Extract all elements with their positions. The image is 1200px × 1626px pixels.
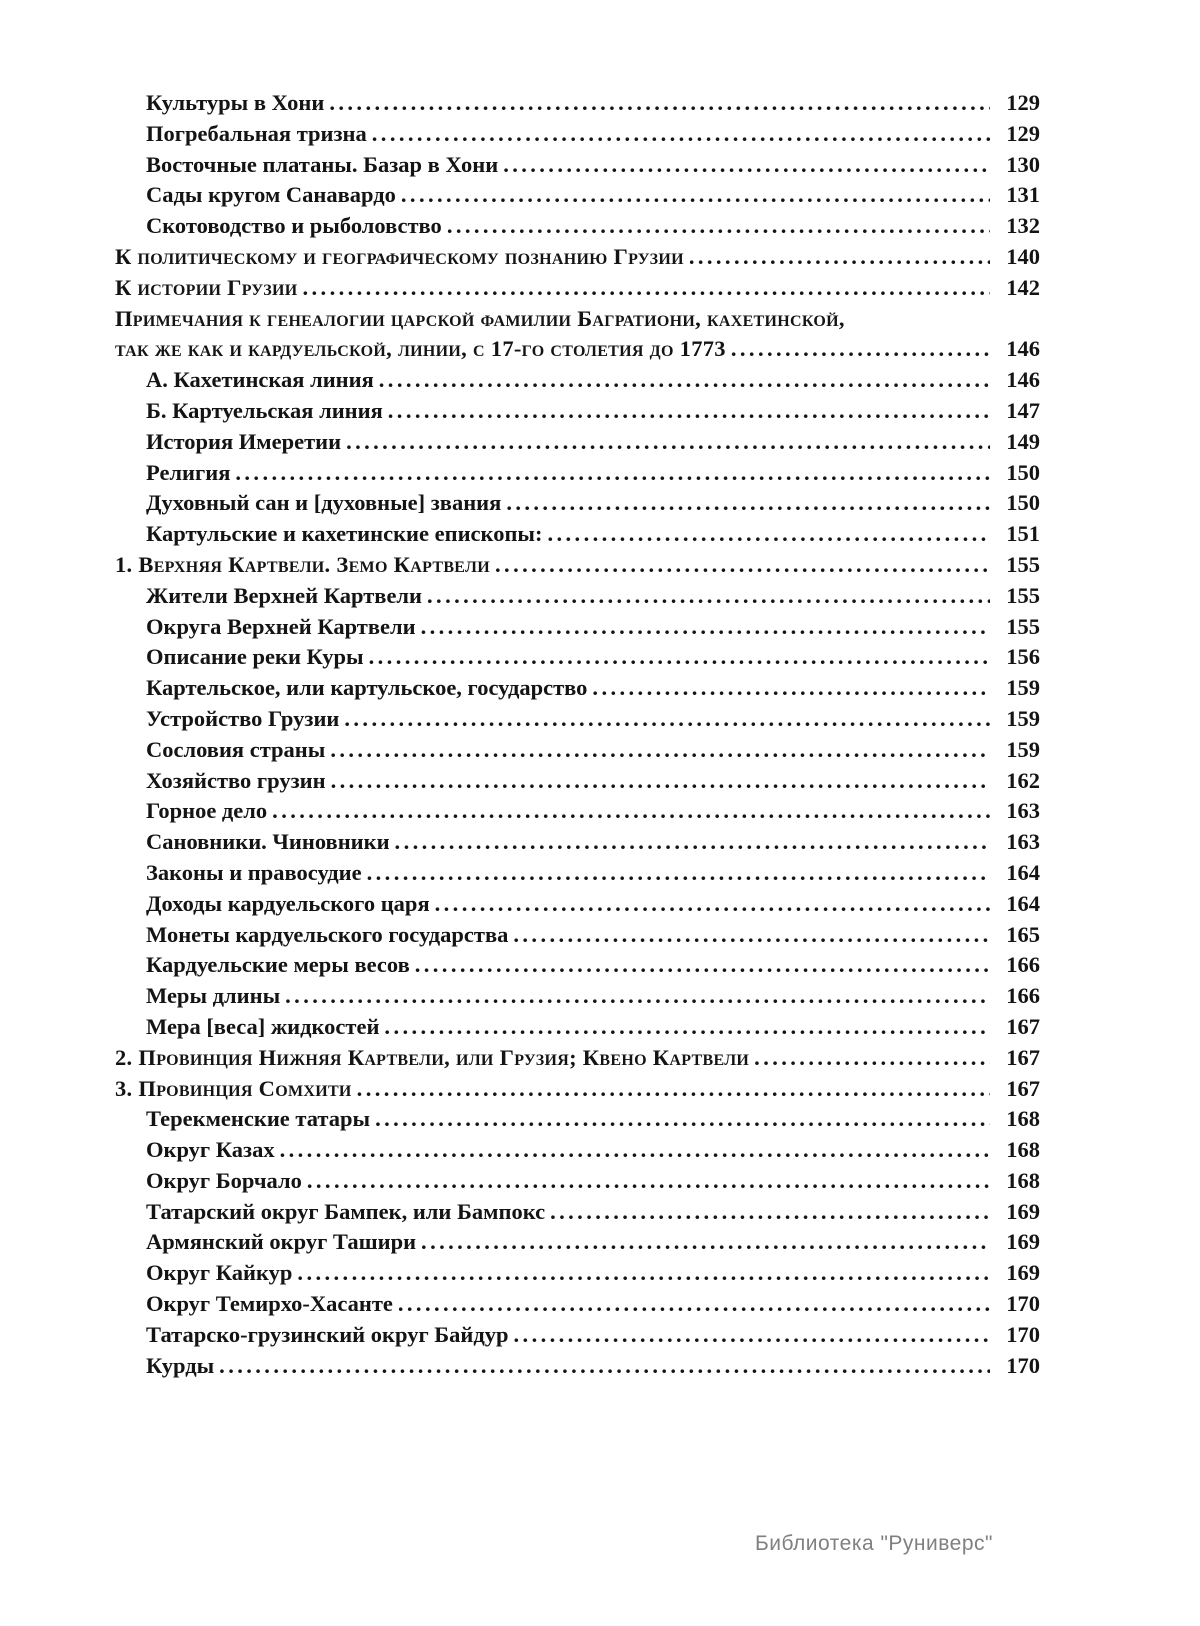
- dot-leader: [421, 612, 990, 643]
- toc-entry-page: 163: [1006, 829, 1040, 855]
- dot-leader: [415, 950, 990, 981]
- dot-leader: [357, 1074, 990, 1105]
- toc-entry-title: 2. Провинция Нижняя Картвели, или Грузия; Квено Картвели: [115, 1044, 750, 1070]
- toc-entry-page: 155: [1006, 551, 1040, 577]
- toc-entry-page: 146: [1006, 336, 1040, 362]
- toc-entry-title: Терекменские татары: [146, 1106, 371, 1132]
- toc-entry: [115, 365, 1040, 396]
- dot-leader: [506, 488, 990, 519]
- dot-leader: [447, 211, 990, 242]
- toc-entry-title: Примечания к генеалогии царской фамилии Багратиони, кахетинской,: [115, 305, 845, 331]
- toc-entry: [115, 1197, 1040, 1228]
- toc-entry-page: 159: [1006, 705, 1040, 731]
- toc-entry-page: 170: [1006, 1291, 1040, 1317]
- dot-leader: [372, 119, 990, 150]
- toc-entry: [115, 1012, 1040, 1043]
- toc-entry: [115, 1258, 1040, 1289]
- toc-entry-page: 155: [1006, 582, 1040, 608]
- toc-entry-title: 1. Верхняя Картвели. Земо Картвели: [115, 551, 491, 577]
- toc-entry: [115, 488, 1040, 519]
- toc-entry: [115, 1104, 1040, 1135]
- dot-leader: [379, 365, 990, 396]
- toc-entry-title: Округа Верхней Картвели: [146, 613, 416, 639]
- toc-entry: [115, 642, 1040, 673]
- toc-entry-title: Мера [веса] жидкостей: [146, 1013, 380, 1039]
- toc-entry-page: 168: [1006, 1106, 1040, 1132]
- toc-entry-title: Монеты кардуельского государства: [146, 921, 509, 947]
- toc-entry: [115, 981, 1040, 1012]
- toc-entry-page: 168: [1006, 1167, 1040, 1193]
- toc-entry: [115, 1043, 1040, 1074]
- toc-entry: [115, 1166, 1040, 1197]
- toc-entry: [115, 920, 1040, 951]
- toc-entry-title: Сановники. Чиновники: [146, 829, 390, 855]
- toc-entry: [115, 458, 1040, 489]
- toc-entry: [115, 334, 1040, 365]
- dot-leader: [495, 550, 990, 581]
- toc-entry-page: 170: [1006, 1352, 1040, 1378]
- toc-entry-title: Жители Верхней Картвели: [146, 582, 423, 608]
- dot-leader: [401, 180, 990, 211]
- toc-entry-page: 163: [1006, 798, 1040, 824]
- toc-entry-title: Картельское, или картульское, государство: [146, 675, 588, 701]
- toc-entry-title: Погребальная тризна: [146, 120, 367, 146]
- toc-entry: [115, 1074, 1040, 1105]
- toc-entry-page: 170: [1006, 1321, 1040, 1347]
- toc-entry: [115, 119, 1040, 150]
- toc-entry-page: 132: [1006, 213, 1040, 239]
- dot-leader: [297, 1258, 990, 1289]
- toc-entry-title: Кардуельские меры весов: [146, 952, 410, 978]
- toc-entry-title: Культуры в Хони: [146, 90, 325, 115]
- toc-entry-title: Религия: [146, 459, 231, 485]
- dot-leader: [547, 519, 990, 550]
- toc-entry-title: Армянский округ Ташири: [146, 1229, 417, 1255]
- toc-entry-page: 169: [1006, 1260, 1040, 1286]
- dot-leader: [303, 273, 991, 304]
- toc-entry-page: 129: [1006, 90, 1040, 115]
- dot-leader: [689, 242, 990, 273]
- toc-entry: [115, 735, 1040, 766]
- toc-entry: [115, 827, 1040, 858]
- toc-entry-title: Восточные платаны. Базар в Хони: [146, 151, 499, 177]
- toc-entry-title: Округ Кайкур: [146, 1260, 293, 1286]
- toc-entry: [115, 1135, 1040, 1166]
- toc-entry: [115, 396, 1040, 427]
- toc-entry: [115, 950, 1040, 981]
- toc-entry: [115, 427, 1040, 458]
- dot-leader: [219, 1351, 990, 1382]
- dot-leader: [550, 1197, 990, 1228]
- toc-entry-page: 156: [1006, 644, 1040, 670]
- dot-leader: [285, 981, 990, 1012]
- dot-leader: [329, 88, 990, 119]
- dot-leader: [346, 427, 990, 458]
- toc-entry-page: 165: [1006, 921, 1040, 947]
- toc-entry-title: Сады кругом Санавардо: [146, 182, 396, 208]
- toc-entry-page: 169: [1006, 1229, 1040, 1255]
- toc-entry-page: 162: [1006, 767, 1040, 793]
- toc-entry-title: К истории Грузии: [115, 274, 298, 300]
- toc-entry-title: Татарский округ Бампек, или Бампокс: [146, 1198, 546, 1224]
- toc-entry-title: Горное дело: [146, 798, 268, 824]
- toc-entry-page: 164: [1006, 890, 1040, 916]
- toc-entry: [115, 1351, 1040, 1382]
- toc-entry: [115, 1227, 1040, 1258]
- toc-entry-title: Описание реки Куры: [146, 644, 364, 670]
- dot-leader: [513, 920, 990, 951]
- dot-leader: [369, 642, 990, 673]
- table-of-contents: [115, 88, 1040, 1381]
- toc-entry-title: Округ Казах: [146, 1137, 275, 1163]
- toc-entry: [115, 304, 1040, 335]
- toc-entry-title: Скотоводство и рыболовство: [146, 213, 442, 239]
- toc-entry-title: Курды: [146, 1352, 215, 1378]
- library-watermark: Библиотека "Руниверс": [754, 1532, 993, 1555]
- toc-entry-page: 140: [1006, 243, 1040, 269]
- toc-entry-page: 142: [1006, 274, 1040, 300]
- dot-leader: [344, 704, 990, 735]
- toc-entry-page: 164: [1006, 859, 1040, 885]
- toc-entry-title: Хозяйство грузин: [146, 767, 326, 793]
- dot-leader: [280, 1135, 990, 1166]
- toc-entry-title: Законы и правосудие: [146, 859, 362, 885]
- dot-leader: [398, 1289, 990, 1320]
- dot-leader: [395, 827, 990, 858]
- toc-entry: [115, 211, 1040, 242]
- toc-entry-page: 149: [1006, 428, 1040, 454]
- toc-entry-title: Татарско-грузинский округ Байдур: [146, 1321, 509, 1347]
- toc-entry-page: 131: [1006, 182, 1040, 208]
- dot-leader: [384, 1012, 990, 1043]
- dot-leader: [388, 396, 990, 427]
- dot-leader: [307, 1166, 990, 1197]
- toc-entry-title: А. Кахетинская линия: [146, 367, 374, 393]
- toc-entry: [115, 88, 1040, 119]
- toc-entry-title: Округ Темирхо-Хасанте: [146, 1291, 393, 1317]
- toc-entry-title: Меры длины: [146, 983, 281, 1009]
- dot-leader: [754, 1043, 990, 1074]
- toc-entry: [115, 519, 1040, 550]
- toc-entry: [115, 180, 1040, 211]
- toc-entry-title: Духовный сан и [духовные] звания: [146, 490, 502, 516]
- toc-entry: [115, 858, 1040, 889]
- toc-entry-page: 129: [1006, 120, 1040, 146]
- toc-entry-page: 167: [1006, 1075, 1040, 1101]
- toc-entry: [115, 581, 1040, 612]
- dot-leader: [272, 796, 990, 827]
- dot-leader: [331, 766, 990, 797]
- dot-leader: [367, 858, 990, 889]
- toc-entry-title: так же как и кардуельской, линии, с 17-го столетия до 1773: [115, 336, 726, 362]
- dot-leader: [592, 673, 990, 704]
- toc-entry: [115, 796, 1040, 827]
- dot-leader: [503, 150, 990, 181]
- toc-entry-title: Доходы кардуельского царя: [146, 890, 430, 916]
- toc-entry: [115, 1289, 1040, 1320]
- dot-leader: [435, 889, 990, 920]
- toc-entry: [115, 673, 1040, 704]
- toc-entry: [115, 150, 1040, 181]
- toc-entry-page: 130: [1006, 151, 1040, 177]
- toc-entry-page: 159: [1006, 675, 1040, 701]
- toc-entry: [115, 612, 1040, 643]
- toc-entry-page: 146: [1006, 367, 1040, 393]
- dot-leader: [375, 1104, 990, 1135]
- toc-entry: [115, 242, 1040, 273]
- toc-entry-title: Сословия страны: [146, 736, 326, 762]
- toc-entry-page: 169: [1006, 1198, 1040, 1224]
- toc-entry-page: 166: [1006, 952, 1040, 978]
- toc-entry-page: 166: [1006, 983, 1040, 1009]
- toc-entry-title: История Имеретии: [146, 428, 342, 454]
- dot-leader: [427, 581, 990, 612]
- toc-entry-page: 167: [1006, 1013, 1040, 1039]
- toc-entry-title: К политическому и географическому познанию Грузии: [115, 243, 684, 269]
- toc-entry-page: 168: [1006, 1137, 1040, 1163]
- toc-entry: [115, 1320, 1040, 1351]
- dot-leader: [514, 1320, 990, 1351]
- dot-leader: [731, 334, 990, 365]
- toc-entry: [115, 273, 1040, 304]
- toc-entry-page: 151: [1006, 521, 1040, 547]
- toc-entry-page: 147: [1006, 397, 1040, 423]
- toc-entry-page: 167: [1006, 1044, 1040, 1070]
- toc-entry-title: Б. Картуельская линия: [146, 397, 383, 423]
- toc-entry-title: Картульские и кахетинские епископы:: [146, 521, 543, 547]
- toc-entry-page: 150: [1006, 490, 1040, 516]
- toc-entry: [115, 889, 1040, 920]
- toc-entry-title: Округ Борчало: [146, 1167, 302, 1193]
- dot-leader: [235, 458, 990, 489]
- toc-entry-title: 3. Провинция Сомхити: [115, 1075, 352, 1101]
- toc-entry-page: 159: [1006, 736, 1040, 762]
- dot-leader: [421, 1227, 990, 1258]
- toc-entry-page: 155: [1006, 613, 1040, 639]
- toc-entry: [115, 766, 1040, 797]
- toc-entry-title: Устройство Грузии: [146, 705, 340, 731]
- dot-leader: [330, 735, 990, 766]
- toc-entry-page: 150: [1006, 459, 1040, 485]
- toc-entry: [115, 550, 1040, 581]
- toc-entry: [115, 704, 1040, 735]
